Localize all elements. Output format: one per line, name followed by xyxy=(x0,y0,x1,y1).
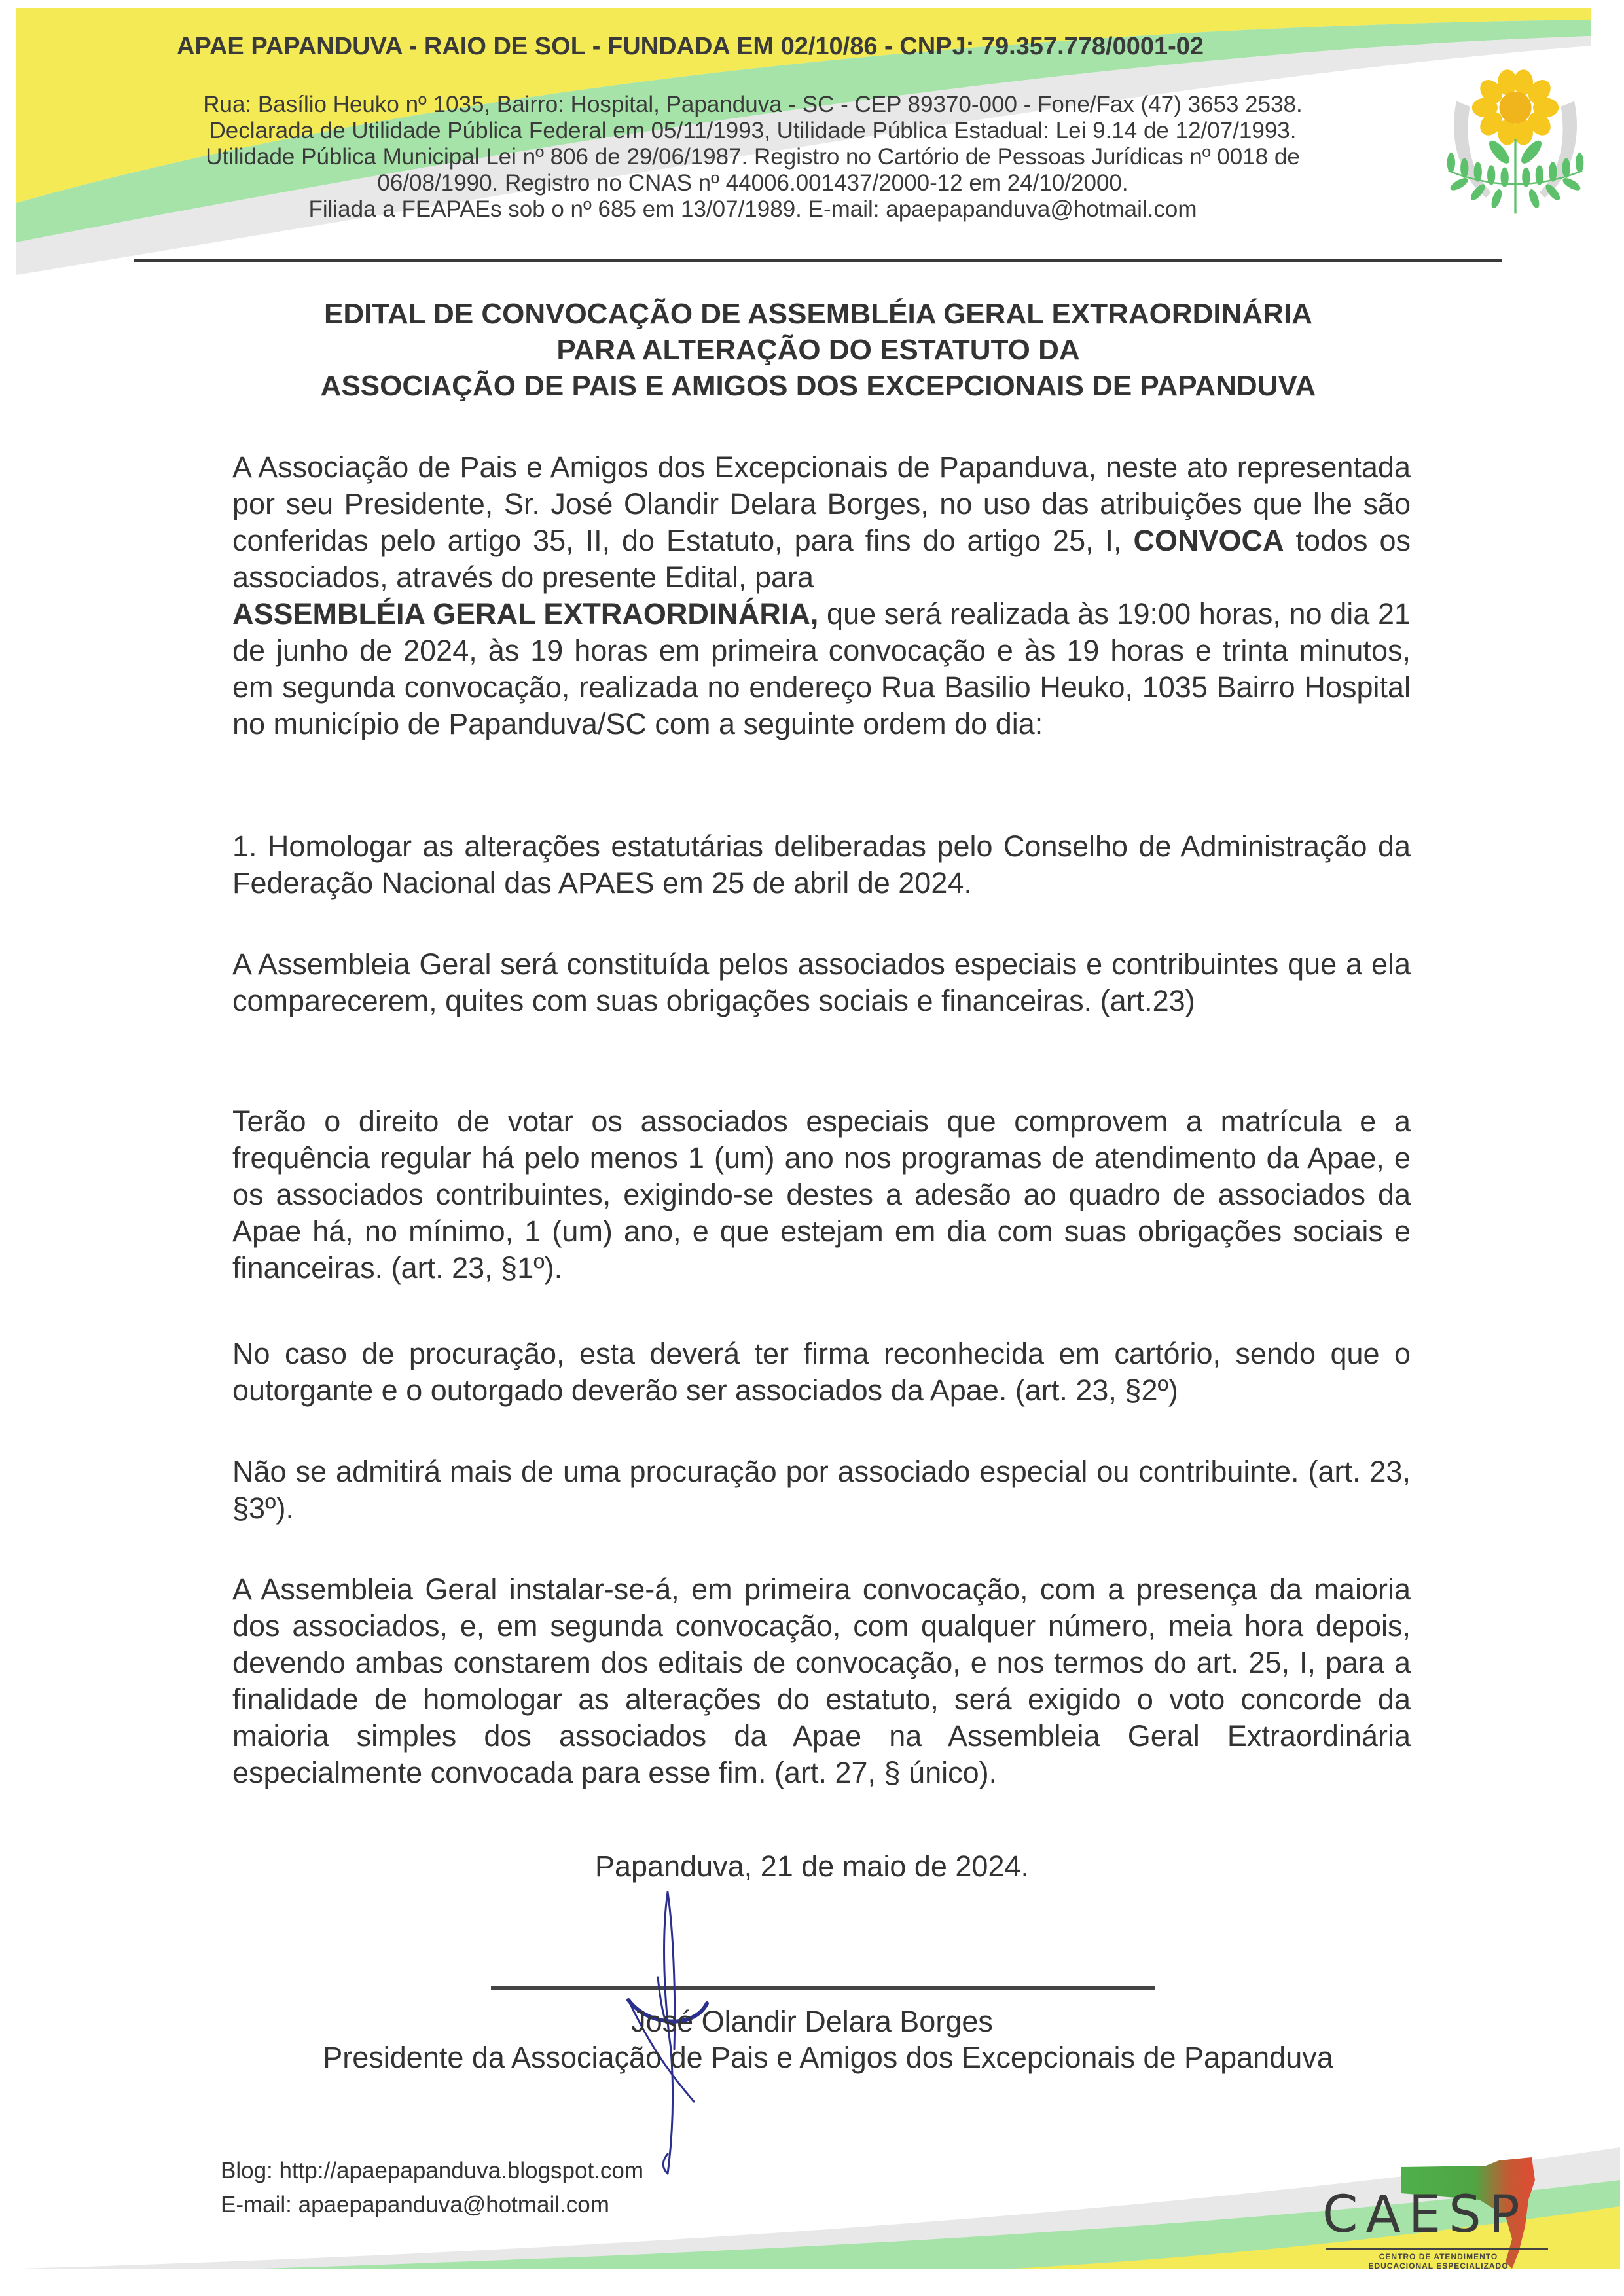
flower-hands-logo-icon xyxy=(1427,56,1604,232)
caesp-logo-rule xyxy=(1326,2248,1548,2250)
paragraph-text: que será realizada às 19:00 horas, no dia 21 de junho de 2024, às 19 horas em primeira convocação e às 19 horas e trinta minutos, em segunda convocação, realizada no endereço Rua Basilio Heuko, 1035 Bairro Hospital no município de Papanduva/SC com a seguinte ordem do dia: xyxy=(232,597,1411,740)
header-cnas-line: 06/08/1990. Registro no CNAS nº 44006.001437/2000-12 em 24/10/2000. xyxy=(377,170,1128,196)
header-divider xyxy=(134,259,1502,262)
title-line-3: ASSOCIAÇÃO DE PAIS E AMIGOS DOS EXCEPCIONAIS DE PAPANDUVA xyxy=(320,370,1316,402)
header-municipal-line: Utilidade Pública Municipal Lei nº 806 de 29/06/1987. Registro no Cartório de Pessoas Jurídicas nº 0018 de xyxy=(206,144,1300,170)
header-feapaes-line: Filiada a FEAPAEs sob o nº 685 em 13/07/1989. E-mail: apaepapanduva@hotmail.com xyxy=(308,196,1197,222)
proxy-paragraph xyxy=(232,1336,1411,1409)
signer-role: Presidente da Associação de Pais e Amigos dos Excepcionais de Papanduva xyxy=(323,2041,1333,2074)
place-date: Papanduva, 21 de maio de 2024. xyxy=(594,1850,1030,1883)
constitution-paragraph xyxy=(232,946,1411,1019)
agenda-item-1 xyxy=(232,828,1411,902)
assembly-bold: ASSEMBLÉIA GERAL EXTRAORDINÁRIA, xyxy=(232,597,819,630)
signer-name: José Olandir Delara Borges xyxy=(631,2005,993,2038)
caesp-logo-subtitle xyxy=(1326,2252,1551,2270)
footer-contacts xyxy=(221,2154,643,2222)
voting-rights-paragraph xyxy=(232,1103,1411,1286)
paragraph-text: A Associação de Pais e Amigos dos Excepcionais de Papanduva, neste ato representada por seu Presidente, Sr. José Olandir Delara Borges, no uso das atribuições que lhe são conferidas pelo artigo 35, II, do Estatuto, para fins do artigo 25, I, xyxy=(232,450,1411,557)
paragraph-text: Não se admitirá mais de uma procuração por associado especial ou contribuinte. (art. 23, §3º). xyxy=(232,1455,1411,1525)
paragraph-text: Terão o direito de votar os associados especiais que comprovem a matrícula e a frequência regular há pelo menos 1 (um) ano nos programas de atendimento da Apae, e os associados contribuintes, exigindo-se destes a adesão ao quadro de associados da Apae há, no mínimo, 1 (um) ano, e que estejam em dia com suas obrigações sociais e financeiras. (art. 23, §1º). xyxy=(232,1104,1411,1285)
header-title: APAE PAPANDUVA - RAIO DE SOL - FUNDADA EM 02/10/86 - CNPJ: 79.357.778/0001-02 xyxy=(177,33,1204,60)
paragraph-text: No caso de procuração, esta deverá ter firma reconhecida em cartório, sendo que o outorgante e o outorgado deverão ser associados da Apae. (art. 23, §2º) xyxy=(232,1337,1411,1407)
convocation-paragraph xyxy=(232,449,1411,742)
header-address-line: Rua: Basílio Heuko nº 1035, Bairro: Hospital, Papanduva - SC - CEP 89370-000 - Fone/Fax (47) 3653 2538. xyxy=(203,92,1303,117)
proxy-limit-paragraph xyxy=(232,1453,1411,1527)
document-title xyxy=(216,296,1420,404)
caesp-logo-word: CAESP xyxy=(1322,2185,1528,2244)
title-line-1: EDITAL DE CONVOCAÇÃO DE ASSEMBLÉIA GERAL EXTRAORDINÁRIA xyxy=(324,298,1312,330)
blog-link[interactable]: Blog: http://apaepapanduva.blogspot.com xyxy=(221,2158,644,2183)
header-federal-line: Declarada de Utilidade Pública Federal em 05/11/1993, Utilidade Pública Estadual: Lei 9.14 de 12/07/1993. xyxy=(209,118,1297,143)
title-line-2: PARA ALTERAÇÃO DO ESTATUTO DA xyxy=(556,334,1080,366)
caesp-sub-line-2: EDUCACIONAL ESPECIALIZADO xyxy=(1368,2261,1509,2270)
agenda-item-text: 1. Homologar as alterações estatutárias deliberadas pelo Conselho de Administração da Federação Nacional das APAES em 25 de abril de 2024. xyxy=(232,829,1411,900)
paragraph-text: A Assembleia Geral instalar-se-á, em primeira convocação, com a presença da maioria dos associados, e, em segunda convocação, com qualquer número, meia hora depois, devendo ambas constarem dos editais de convocação, e nos termos do art. 25, I, para a finalidade de homologar as alterações do estatuto, será exigido o voto concorde da maioria simples dos associados da Apae na Assembleia Geral Extraordinária especialmente convocada para esse fim. (art. 27, § único). xyxy=(232,1573,1411,1789)
footer-email[interactable]: E-mail: apaepapanduva@hotmail.com xyxy=(221,2192,609,2217)
convoca-bold: CONVOCA xyxy=(1133,524,1284,557)
caesp-sub-line-1: CENTRO DE ATENDIMENTO xyxy=(1379,2252,1498,2261)
paragraph-text: A Assembleia Geral será constituída pelos associados especiais e contribuintes que a ela comparecerem, quites com suas obrigações sociais e financeiras. (art.23) xyxy=(232,947,1411,1017)
paragraph-text: todos os associados, através do presente Edital, para xyxy=(232,524,1411,594)
header-info xyxy=(85,92,1420,223)
quorum-paragraph xyxy=(232,1571,1411,1791)
